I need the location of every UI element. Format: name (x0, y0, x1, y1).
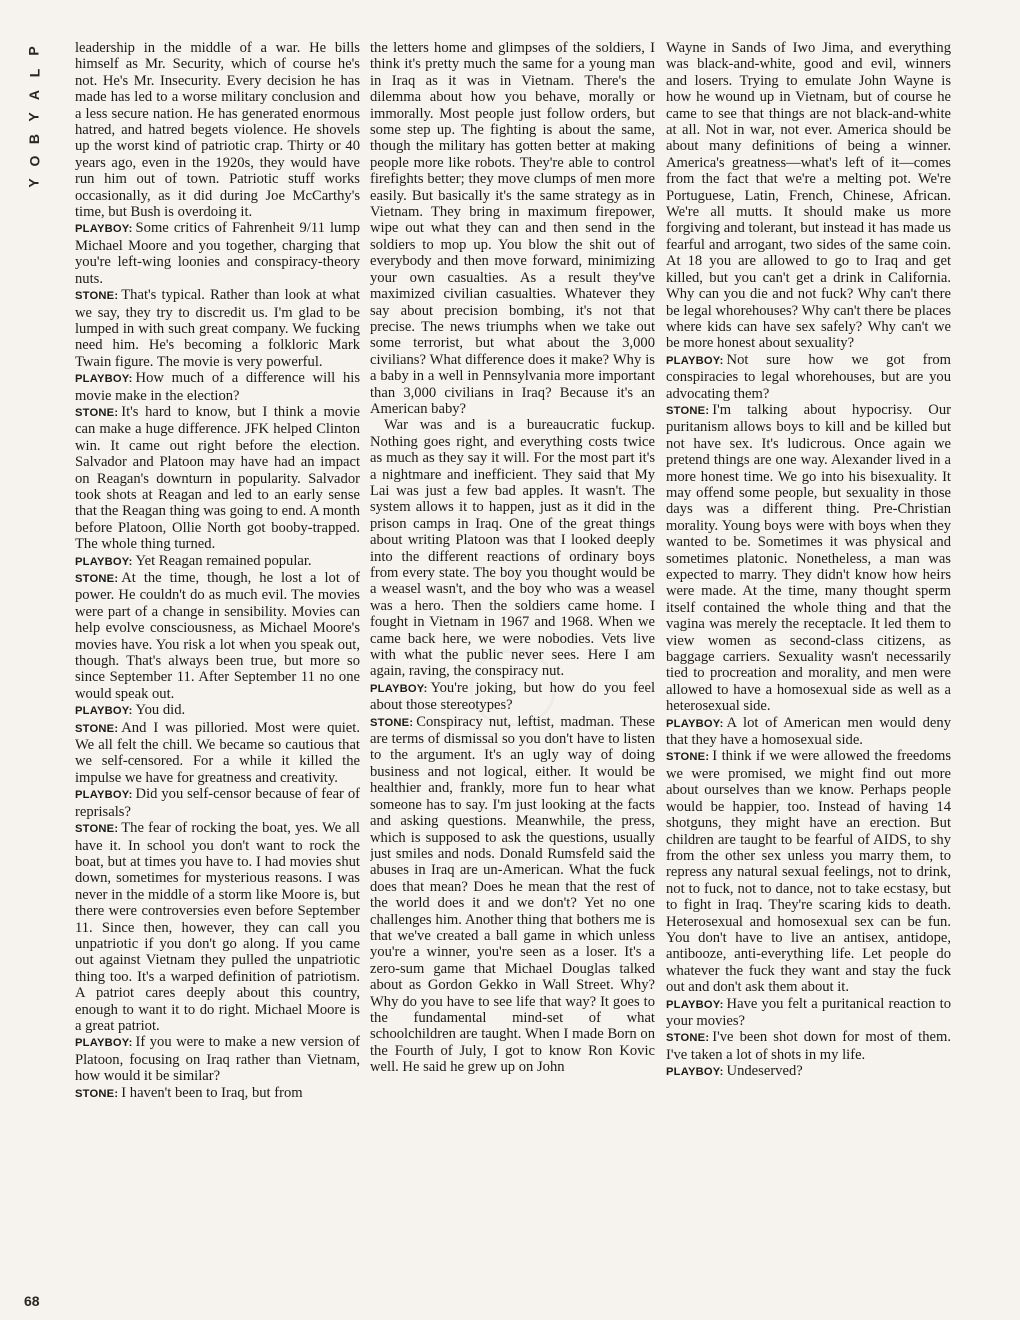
paragraph-text: Some critics of Fahrenheit 9/11 lump Michael Moore and you together, charging that you're left-wing loonies and conspiracy-theory nuts. (75, 220, 360, 287)
paragraph-text: Yet Reagan remained popular. (135, 552, 312, 569)
paragraph-text: I've been shot down for most of them. I've taken a lot of shots in my life. (666, 1029, 951, 1063)
paragraph-text: Have you felt a puritanical reaction to your movies? (666, 995, 951, 1029)
article-paragraph (666, 1029, 951, 1063)
article-paragraph (75, 720, 360, 787)
speaker-label: PLAYBOY: (370, 682, 428, 695)
paragraph-text: You're joking, but how do you feel about those stereotypes? (370, 679, 655, 714)
article-paragraph (370, 714, 655, 1076)
paragraph-text: I haven't been to Iraq, but from (121, 1084, 303, 1101)
speaker-label: STONE: (666, 751, 710, 764)
text-column-2 (370, 40, 655, 1285)
paragraph-text: Did you self-censor because of fear of reprisals? (75, 786, 360, 820)
text-column-3 (666, 40, 951, 1285)
article-paragraph (666, 996, 951, 1030)
paragraph-text: Undeserved? (726, 1063, 803, 1080)
speaker-label: PLAYBOY: (666, 717, 724, 730)
speaker-label: STONE: (666, 1032, 710, 1045)
speaker-label: STONE: (370, 716, 414, 729)
article-paragraph (75, 1034, 360, 1084)
article-paragraph (75, 553, 360, 570)
speaker-label: STONE: (666, 404, 710, 417)
article-paragraph (75, 287, 360, 370)
paragraph-text: At the time, though, he lost a lot of power. He couldn't do as much evil. The movies were part of a change in sensibility. Movies can help evolve consciousness, as Michael Moore's movies have. You risk a lot when you speak out, though. That's always been true, but more so since September 11. After September 11 no one would speak out. (75, 570, 360, 702)
speaker-label: PLAYBOY: (75, 373, 133, 386)
paragraph-text: the letters home and glimpses of the soldiers, I think it's pretty much the same for a young man in Iraq as it was in Vietnam. There's the dilemma about how you behave, morally or immorally. Most people just follow orders, but some step up. The fighting is about the same, though the military has gotten better at making people more like robots. They're able to control firefights better; they move clumps of men more easily. But basically it's the same strategy as in Vietnam. They bring in maximum firepower, wipe out what they can and then send in the soldiers to mop up. You blow the shit out of everybody and then move forward, minimizing your own casualties. As a result they've maximized civilian casualties. Whatever they say about precision bombing, it's not that precise. The news triumphs when we take out some terrorist, but what about the 3,000 civilians? What difference does it make? Why is a baby in a well in Pennsylvania more important than 3,000 civilians in Iraq? Because it's an American baby? (370, 40, 655, 417)
speaker-label: PLAYBOY: (75, 789, 133, 802)
paragraph-text: I'm talking about hypocrisy. Our puritanism allows boys to kill and be killed but not have sex. It's ludicrous. Once again we pretend things are one way. Alexander lived in a more honest time. We go into his bisexuality. It may offend some people, but sexuality in those days was a different thing. Pre-Christian morality. Young boys were with boys when they wanted to be. Sometimes it was physical and sometimes platonic. Nonetheless, a man was expected to marry. They didn't know how heirs were made. At the time, many thought sperm itself contained the whole thing and that the vagina was merely the receptacle. It led them to view women as second-class citizens, as baggage carriers. Sexuality wasn't necessarily tied to procreation and morality, and men were allowed to have a homosexual side as well as a heterosexual side. (666, 401, 951, 715)
article-paragraph (666, 402, 951, 715)
paragraph-text: War was and is a bureaucratic fuckup. Nothing goes right, and everything costs twice as much as they say it will. For the most part it's a nightmare and inefficient. They said that My Lai was just a few bad apples. It wasn't. The system allows it to happen, just as it did in the prison camps in Iraq. One of the great things about writing Platoon was that I looked deeply into the different reactions of ordinary boys from every state. The boy you thought would be a weasel wasn't, and the boy who was a weasel was a hero. Then the soldiers came home. I fought in Vietnam in 1967 and 1968. When we came back here, we were nobodies. Vets live with what the public never sees. Here I am again, raving, the conspiracy nut. (370, 417, 655, 680)
page-number: 68 (24, 1293, 40, 1309)
paragraph-text: And I was pilloried. Most were quiet. We all felt the chill. We became so cautious that we self-censored. For a while it killed the impulse we have for greatness and creativity. (75, 719, 360, 786)
article-paragraph (666, 40, 951, 352)
magazine-sidebar-logo (22, 40, 46, 194)
speaker-label: STONE: (75, 290, 119, 303)
speaker-label: PLAYBOY: (75, 705, 133, 718)
article-paragraph (75, 404, 360, 553)
paragraph-text: Not sure how we got from conspiracies to legal whorehouses, but are you advocating them? (666, 351, 951, 402)
speaker-label: PLAYBOY: (666, 1066, 724, 1079)
sidebar-letter: Y (26, 112, 42, 122)
paragraph-text: Wayne in Sands of Iwo Jima, and everything was black-and-white, good and evil, winners and losers. Trying to emulate John Wayne is how he wound up in Vietnam, but of course he came to see that things are not black-and-white at all. Not in war, not ever. America should be about many definitions of being a winner. America's greatness—what's left of it—comes from the fact that we're a melting pot. We're Portuguese, Latin, French, Chinese, African. We're all mutts. It should make us more forgiving and tolerant, but instead it has made us fearful and arrogant, two sides of the same coin. At 18 you are allowed to go to Iraq and get killed, but you can't get a drink in California. Why can you die and not fuck? Why can't there be legal whorehouses? Why can't there be places where kids can have sex safely? Why can't we be more honest about sexuality? (666, 40, 951, 352)
paragraph-text: It's hard to know, but I think a movie can make a huge difference. JFK helped Clinton win. It came out right before the election. Salvador and Platoon may have had an impact on Reagan's downturn in popularity. Salvador took shots at Reagan and led to an early sense that the Reagan thing was going to end. A month before Platoon, Ollie North got booby-trapped. The whole thing turned. (75, 403, 360, 553)
speaker-label: STONE: (75, 722, 119, 735)
article-paragraph (75, 40, 360, 220)
speaker-label: PLAYBOY: (75, 1037, 133, 1050)
article-paragraph (75, 370, 360, 404)
article-paragraph (370, 680, 655, 714)
paragraph-text: How much of a difference will his movie make in the election? (75, 370, 360, 404)
speaker-label: PLAYBOY: (666, 354, 724, 367)
article-paragraph (75, 1085, 360, 1102)
paragraph-text: That's typical. Rather than look at what we say, they try to discredit us. I'm glad to be lumped in with such great company. We fucking need him. He's becoming a folkloric Mark Twain figure. The movie is very powerful. (75, 287, 360, 370)
paragraph-text: I think if we were allowed the freedoms we were promised, we might find out more about ourselves than we know. Perhaps people would be happier, too. Instead of having 14 shotguns, they might have an erection. But children are taught to be fearful of AIDS, to shy from the other sex unless you marry them, to repress any natural sexual feelings, not to drink, not to fuck, not to dance, not to take ecstasy, but to fight in Iraq. They're scaring kids to death. Heterosexual and homosexual sex can be fun. You don't have to live an antisex, antidope, antibooze, anti-everything life. Let people do whatever the fuck they want and stay the fuck out and don't ask them about it. (666, 748, 951, 996)
article-paragraph (666, 1063, 951, 1080)
article-paragraph (370, 417, 655, 680)
speaker-label: STONE: (75, 823, 119, 836)
paragraph-text: leadership in the middle of a war. He bills himself as Mr. Security, which of course he's not. He's Mr. Insecurity. Every decision he has made has led to a worse military conclusion and a less secure nation. He has generated enormous hatred, and hatred begets violence. He shovels up the worst kind of patriotic crap. Thirty or 40 years ago, even in the 1920s, they would have run him out of town. Patriotic stuff works occasionally, as it did during Joe McCarthy's time, but Bush is overdoing it. (75, 40, 360, 221)
text-column-1 (75, 40, 360, 1285)
sidebar-letter: A (26, 89, 42, 101)
paragraph-text: If you were to make a new version of Platoon, focusing on Iraq rather than Vietnam, how would it be similar? (75, 1034, 360, 1085)
paragraph-text: The fear of rocking the boat, yes. We all have it. In school you don't want to rock the boat, but at times you have to. I had movies shut down, sometimes for mysterious reasons. I was never in the middle of a storm like Moore is, but there were controversies even before September 11. Since then, however, they can call you unpatriotic if you don't go along. If you came out against Vietnam they pulled the unpatriotic thing too. It's a warped definition of patriotism. A patriot cares deeply about this country, enough to want it to do right. Michael Moore is a great patriot. (75, 820, 360, 1034)
article-paragraph (75, 786, 360, 820)
speaker-label: PLAYBOY: (75, 223, 133, 236)
paragraph-text: You did. (135, 702, 186, 719)
sidebar-letter: L (26, 68, 42, 78)
paragraph-text: Conspiracy nut, leftist, madman. These are terms of dismissal so you don't have to listen to the argument. It's an ugly way of doing business and not logical, either. It would be healthier and, frankly, more fun to hear what someone has to say. I'm just looking at the facts and asking questions. Meanwhile, the press, which is supposed to ask the questions, usually just smiles and nods. Donald Rumsfeld said the abuses in Iraq are un-American. What the fuck does that mean? Does he mean that the rest of the world does it and we don't? Yet no one challenges him. Another thing that bothers me is that we've created a ball game in which unless you're a winner, you're seen as a loser. It's a zero-sum game that Michael Douglas talked about as Gordon Gekko in Wall Street. Why? Why do you have to see life that way? It goes to the fundamental mind-set of what schoolchildren are taught. When I made Born on the Fourth of July, I got to know Ron Kovic well. He said he grew up on John (370, 713, 655, 1076)
speaker-label: PLAYBOY: (75, 555, 133, 568)
speaker-label: STONE: (75, 406, 119, 419)
article-paragraph (75, 820, 360, 1034)
speaker-label: PLAYBOY: (666, 998, 724, 1011)
sidebar-letter: P (26, 46, 42, 56)
speaker-label: STONE: (75, 573, 119, 585)
paragraph-text: A lot of American men would deny that they have a homosexual side. (666, 714, 951, 749)
sidebar-letter: B (26, 133, 42, 145)
speaker-label: STONE: (75, 1087, 119, 1100)
article-paragraph (666, 748, 951, 995)
article-paragraph (666, 352, 951, 402)
sidebar-letter: Y (26, 178, 42, 188)
article-paragraph (666, 715, 951, 749)
article-paragraph (75, 570, 360, 702)
sidebar-letter: O (25, 155, 42, 167)
article-paragraph (75, 220, 360, 287)
article-paragraph (370, 40, 655, 417)
article-paragraph (75, 702, 360, 719)
